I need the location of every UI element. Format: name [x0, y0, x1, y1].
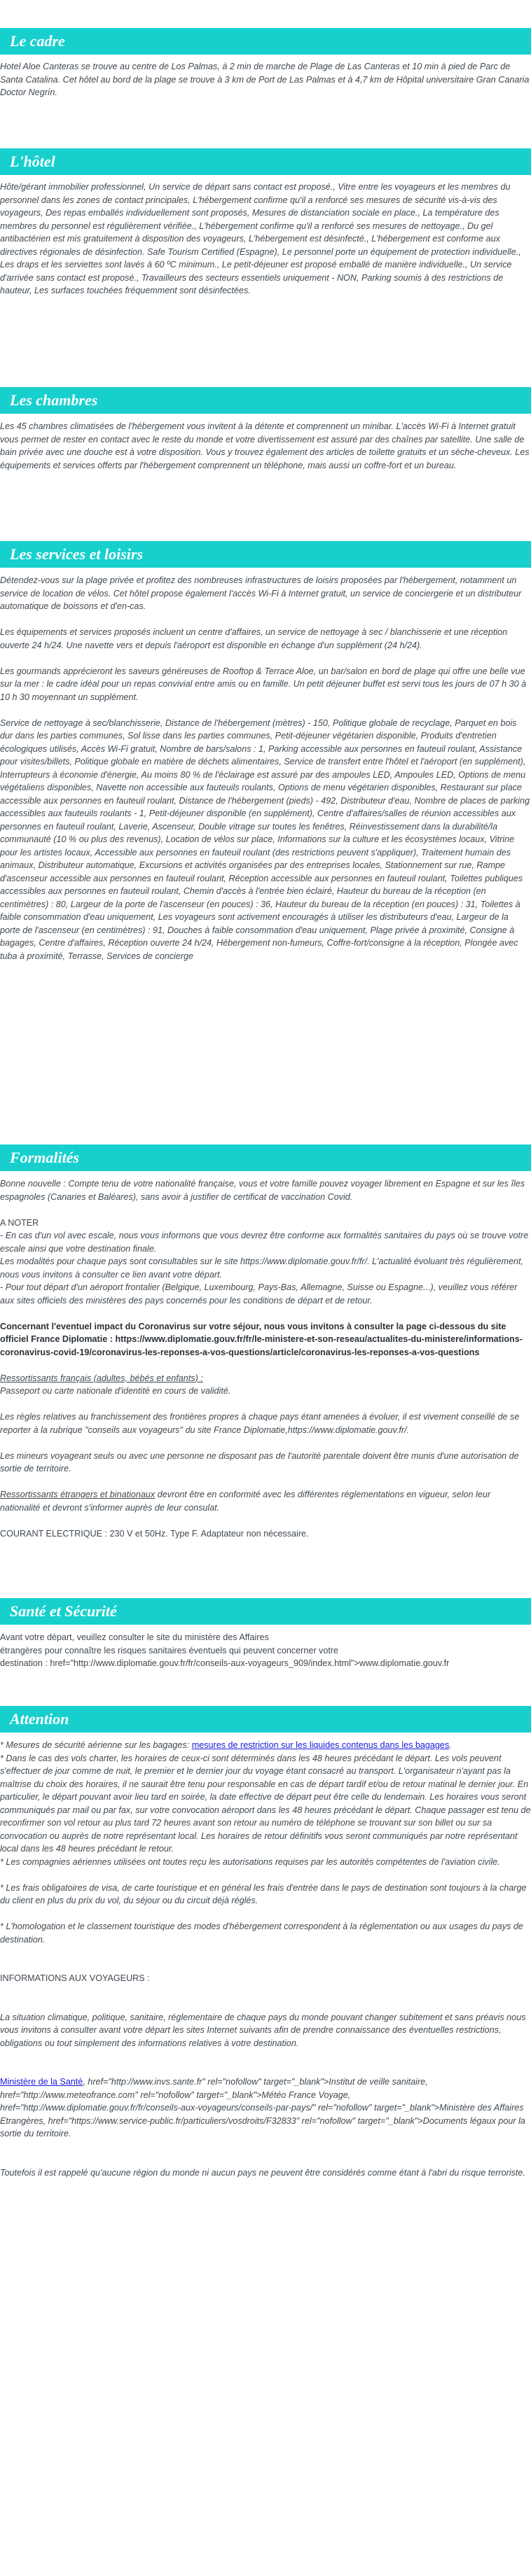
sante-line: étrangères pour connaître les risques sanitaires éventuels qui peuvent concerner votre [0, 1645, 339, 1656]
homologation-text: * L'homologation et le classement touristique des modes d'hébergement correspondent à la réglementation ou aux usages du pays de destination. [0, 1921, 523, 1945]
covid-notice: Concernant l'eventuel impact du Coronavirus sur votre séjour, nous vous invitons à consulter la page ci-dessous du site officiel France Diplomatie : https://www.diplomatie.gouv.fr/fr/le-ministere-et-son-reseau/actualites-du-ministere/informations-coronavirus-covid-19/coronavirus-les-reponses-a-vos-questions/article/coronavirus-les-reponses-a-vos-questions [0, 1321, 523, 1357]
hotel-text: Hôte/gérant immobilier professionnel, Un service de départ sans contact est proposé., Vitre entre les voyageurs et les membres du personnel dans les zones de contact principales, L'hébergement confirme qu'il a renforcé ses mesures de sécurité vis-à-vis des voyageurs, Des repas emballés individuellement sont proposés, Mesures de distanciation sociale en place., La température des membres du personnel est régulièrement vérifiée., L'hébergement confirme qu'il a renforcé ses mesures de nettoyage., Du gel antibactérien est mis gratuitement à disposition des voyageurs, L'hébergement est désinfecté., L'hébergement est conforme aux directives régionales de désinfection. Safe Tourism Certified (Espagne), Le personnel porte un équipement de protection individuelle., Les draps et les serviettes sont lavés à 60 ºC minimum., Le petit-déjeuner est proposé emballé de manière individuelle., Un service d'arrivée sans contact est proposé., Travailleurs des secteurs essentiels uniquement - NON, Parking soumis à des restrictions de hauteur, Les surfaces touchées fréquemment sont désinfectées. [0, 182, 521, 295]
services-paragraph-3: Les gourmands apprécieront les saveurs généreuses de Rooftop & Terrace Aloe, un bar/salon en bord de plage qui offre une belle vue sur la mer : le cadre idéal pour un repas convivial entre amis ou en famille. Un petit déjeuner buffet est servi tous les jours de 07 h 30 à 10 h 30 moyennant un supplément. [0, 666, 527, 702]
attention-text-block [0, 1739, 531, 2179]
sante-line: destination : href="http://www.diplomatie.gouv.fr/fr/conseils-aux-voyageurs_909/index.html">www.diplomatie.gouv.fr [0, 1658, 450, 1668]
section-title-chambres: Les chambres [0, 387, 531, 414]
terrorisme-text: Toutefois il est rappelé qu'aucune région du monde ni aucun pays ne peuvent être considérés comme étant à l'abri du risque terroriste. [0, 2167, 525, 2178]
section-title-formalites: Formalités [0, 1144, 531, 1171]
ressortissants-etrangers-text: devront être en conformité avec les différentes réglementations en vigueur, selon leur nationalité et devront s'informer auprès de leur consulat. [0, 1490, 491, 1513]
ressortissants-francais-label: Ressortissants français (adultes, bébés et enfants) : [0, 1373, 203, 1383]
infos-voyageurs-label: INFORMATIONS AUX VOYAGEURS : [0, 1973, 150, 1983]
services-paragraph-1: Détendez-vous sur la plage privée et profitez des nombreuses infrastructures de loisirs proposées par l'hébergement, notamment un service de location de vélos. Cet hôtel propose également l'accès Wi-Fi à Internet gratuit, un service de conciergerie et un distributeur automatique de boissons et d'en-cas. [0, 575, 522, 611]
cadre-text-block [0, 60, 531, 99]
mesures-prefix: * Mesures de sécurité aérienne sur les bagages: [0, 1740, 192, 1750]
formalites-intro: Bonne nouvelle : Compte tenu de votre nationalité française, vous et votre famille pouvez voyager librement en Espagne et sur les îles espagnoles (Canaries et Baléares), sans avoir à justifier de certificat de vaccination Covid. [0, 1179, 525, 1202]
mesures-securite [0, 1739, 531, 1752]
sante-text-block [0, 1631, 531, 1670]
ministere-sante-link[interactable]: Ministère de la Santé [0, 2077, 83, 2087]
services-paragraph-4: Service de nettoyage à sec/blanchisserie, Distance de l'hébergement (mètres) - 150, Politique globale de recyclage, Parquet en bois dur dans les parties communes, Sol lisse dans les parties communes, Petit-déjeuner végétarien disponible, Produits d'entretien écologiques utilisés, Accès Wi-Fi gratuit, Nombre de bars/salons : 1, Parking accessible aux personnes en fauteuil roulant, Assistance pour visites/billets, Politique globale en matière de déchets alimentaires, Service de transfert entre l'hôtel et l'aéroport (en supplément), Interrupteurs à économie d'énergie, Au moins 80 % de l'éclairage est assuré par des ampoules LED, Ampoules LED, Options de menu végétaliens disponibles, Navette non accessible aux fauteuils roulants, Options de menu végétarien disponibles, Restaurant sur place accessible aux personnes en fauteuil roulant, Distance de l'hébergement (pieds) - 492, Distributeur d'eau, Nombre de places de parking accessibles aux fauteuils roulants - 1, Petit-déjeuner disponible (en supplément), Centre d'affaires/salles de réunion accessibles aux personnes en fauteuil roulant, Laverie, Ascenseur, Double vitrage sur toutes les fenêtres, Réinvestissement dans la durabilité/la communauté (10 % ou plus des revenus), Location de vélos sur place, Informations sur la culture et les écosystèmes locaux, Vitrine pour les artistes locaux, Accessible aux personnes en fauteuil roulant (des restrictions peuvent s'appliquer), Traitement humain des animaux, Distributeur automatique, Excursions et activités organisées par des entreprises locales, Stationnement sur rue, Rampe d'ascenseur accessible aux personnes en fauteuil roulant, Réception accessible aux personnes en fauteuil roulant, Toilettes publiques accessibles aux personnes en fauteuil roulant, Chemin d'accès à l'entrée bien éclairé, Hauteur du bureau de la réception (en centimètres) : 80, Largeur de la porte de l'ascenseur (en pouces) : 36, Hauteur du bureau de la réception (en pouces) : 31, Toilettes à faible consommation d'eau uniquement, Les voyageurs sont activement encouragés à utiliser les distributeurs d'eau, Largeur de la porte de l'ascenseur (en centimètres) : 91, Douches à faible consommation d'eau uniquement, Plage privée à proximité, Consigne à bagages, Centre d'affaires, Réception ouverte 24 h/24, Hébergement non-fumeurs, Coffre-fort/consigne à la réception, Plongée avec tuba à proximité, Terrasse, Services de concierge [0, 718, 530, 961]
mesures-suffix: . [449, 1740, 452, 1750]
note-line: Les modalités pour chaque pays sont consultables sur le site https://www.diplomatie.gouv.fr/fr/. L'actualité évoluant très régulièrement, nous vous invitons à consulter ce lien avant votre départ. [0, 1256, 523, 1280]
chambres-text-block [0, 420, 531, 472]
situation-text: La situation climatique, politique, sanitaire, réglementaire de chaque pays du monde pouvant changer subitement et sans préavis nous vous invitons à consulter avant votre départ les sites Internet suivants afin de prendre connaissance des éventuelles restrictions, obligations ou tout simplement des informations relatives à votre destination. [0, 2012, 526, 2048]
section-title-sante: Santé et Sécurité [0, 1598, 531, 1625]
section-title-cadre: Le cadre [0, 28, 531, 55]
sante-line: Avant votre départ, veuillez consulter le site du ministère des Affaires [0, 1632, 269, 1642]
mineurs-text: Les mineurs voyageant seuls ou avec une personne ne disposant pas de l'autorité parentale doivent être munis d'une autorisation de sortie de territoire. [0, 1450, 519, 1474]
mesures-restriction-link[interactable]: mesures de restriction sur les liquides contenus dans les bagages [191, 1740, 450, 1750]
vols-charter-text: * Dans le cas des vols charter, les horaires de ceux-ci sont déterminés dans les 48 heures précédant le départ. Les vols peuvent s'effectuer de jour comme de nuit, le premier et le dernier jour du voyage étant consacré au transport. L'organisateur n'ayant pas la maîtrise du choix des horaires, il ne saurait être tenu pour responsable en cas de départ tardif et/ou de retour matinal le dernier jour. En particulier, le départ pouvant avoir lieu tard en soirée, la date effective de départ peut être celle du lendemain. Les horaires vous seront communiqués par mail ou par fax, sur votre convocation aéroport dans les 48 heures précédant le départ. Chaque passager est tenu de reconfirmer son vol retour au plus tard 72 heures avant son retour au numéro de téléphone se trouvant sur son billet ou sur sa convocation ou auprès de notre représentant local. Les horaires de retour définitifs vous seront communiqués par notre représentant local dans les 48 heures précédant le retour. [0, 1753, 531, 1854]
ressortissants-etrangers-label: Ressortissants étrangers et binationaux [0, 1490, 156, 1499]
regles-frontieres-text: Les règles relatives au franchissement des frontières propres à chaque pays étant amenées à évoluer, il est vivement conseillé de se reporter à la rubrique "conseils aux voyageurs" du site France Diplomatie,https://www.diplomatie.gouv.fr/. [0, 1412, 520, 1435]
note-label: A NOTER [0, 1217, 39, 1228]
section-title-hotel: L'hôtel [0, 148, 531, 175]
hotel-text-block [0, 181, 531, 298]
note-line: - En cas d'un vol avec escale, nous vous informons que vous devrez être conforme aux formalités sanitaires du pays où se trouve votre escale ainsi que votre destination finale. [0, 1231, 529, 1254]
ministere-text: , href="http://www.invs.sante.fr" rel="nofollow" target="_blank">Institut de veille sanitaire, href="http://www.meteofrance.com" rel="nofollow" target="_blank">Météo France Voyage, href="http://www.diplomatie.gouv.fr/fr/conseils-aux-voyageurs/conseils-par-pays/" rel="nofollow" target="_blank">Ministère des Affaires Etrangères, href="https://www.service-public.fr/particuliers/vosdroits/F32833" rel="nofollow" target="_blank">Documents légaux pour la sortie du territoire. [0, 2077, 525, 2138]
cadre-text: Hotel Aloe Canteras se trouve au centre de Los Palmas, à 2 min de marche de Plage de Las Canteras et 10 min à pied de Parc de Santa Catalina. Cet hôtel au bord de la plage se trouve à 3 km de Port de Las Palmas et à 4,7 km de Hôpital universitaire Gran Canaria Doctor Negrín. [0, 62, 530, 97]
ressortissants-etrangers [0, 1488, 531, 1514]
ressortissants-francais-text: Passeport ou carte nationale d'identité en cours de validité. [0, 1386, 231, 1396]
ministere-links [0, 2076, 531, 2141]
services-text-block [0, 574, 531, 962]
compagnies-text: * Les compagnies aériennes utilisées ont toutes reçu les autorisations requises par les autorités compétentes de l'aviation civile. [0, 1856, 500, 1867]
services-paragraph-2: Les équipements et services proposés incluent un centre d'affaires, un service de nettoyage à sec / blanchisserie et une réception ouverte 24 h/24. Une navette vers et depuis l'aéroport est disponible en échange d'un supplément (24 h/24). [0, 627, 508, 650]
section-title-services: Les services et loisirs [0, 541, 531, 568]
note-line: - Pour tout départ d'un aéroport frontalier (Belgique, Luxembourg, Pays-Bas, Allemagne, Suisse ou Espagne...), veuillez vous référer aux sites officiels des ministères des pays concernés pour les conditions de départ et de retour. [0, 1282, 518, 1306]
formalites-text-block [0, 1177, 531, 1540]
section-title-attention: Attention [0, 1706, 531, 1732]
frais-visa-text: * Les frais obligatoires de visa, de carte touristique et en général les frais d'entrée dans le pays de destination sont toujours à la charge du client en plus du prix du vol, du séjour ou du circuit déjà réglés. [0, 1882, 527, 1905]
courant-electrique: COURANT ELECTRIQUE : 230 V et 50Hz. Type F. Adaptateur non nécessaire. [0, 1528, 309, 1539]
chambres-text: Les 45 chambres climatisées de l'hébergement vous invitent à la détente et comprennent un minibar. L'accès Wi-Fi à Internet gratuit vous permet de rester en contact avec le reste du monde et votre divertissement est assuré par des chaînes par satellite. Une salle de bain privée avec une douche est à votre disposition. Vous y trouvez également des articles de toilette gratuits et un sèche-cheveux. Les équipements et services offerts par l'hébergement comprennent un téléphone, mais aussi un coffre-fort et un bureau. [0, 421, 530, 470]
